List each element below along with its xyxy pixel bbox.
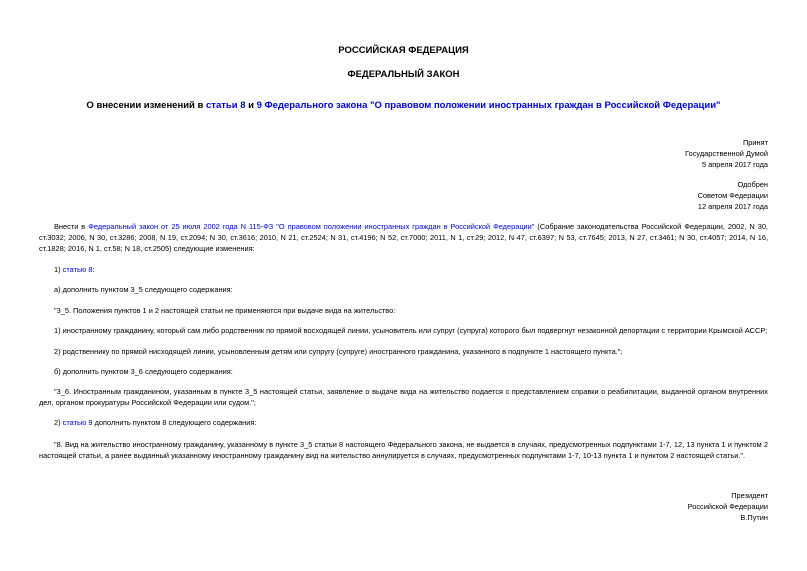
item-2-link-article-9[interactable]: статью 9 [62,418,93,427]
title-prefix: О внесении изменений в [86,100,207,111]
approved-body: Советом Федерации [697,190,768,200]
title-link-article-8[interactable]: статьи 8 [206,100,246,111]
signature-title: Президент [731,491,768,500]
subitem-a: а) дополнить пунктом 3_5 следующего содержания: [54,285,233,294]
approved-label: Одобрен [737,180,768,189]
item-2-number: 2) [54,418,63,427]
item-2 [39,418,768,429]
clause-3-5-1: 1) иностранному гражданину, который сам либо родственник по прямой восходящей линии, усыновитель или супруг (супруга) которого был подвергнут незаконной депортации с территории Крымской АССР; [54,326,768,335]
clause-3-6: "3_6. Иностранным гражданином, указанным в пункте 3_5 настоящей статьи, заявление о выдаче вида на жительство подается с представлением справки о реабилитации, выданной органом внутренних дел, органом прокуратуры Российской Федерации или судом."; [39,387,768,407]
law-type-heading: ФЕДЕРАЛЬНЫЙ ЗАКОН [347,69,460,80]
item-2-suffix: дополнить пунктом 8 следующего содержания: [92,418,257,427]
title-middle: и [245,100,257,111]
item-1-suffix: : [92,265,95,274]
accepted-block [685,138,768,170]
intro-suffix: (Собрание законодательства Российской Федерации, 2002, N 30, ст.3032; 2006, N 30, ст.3286; 2008, N 19, ст.2094; N 30, ст.3616; 2010, N 21, ст.2524; N 31, ст.4196; N 52, ст.7000; 2011, N 1, ст.29; 2012, N 47, ст.6397; N 53, ст.7645; 2013, N 27, ст.3461; N 30, ст.4057; 2014, N 16, ст.1828; 2016, N 1, ст.58; N 18, ст.2505) следующие изменения: [39,222,768,253]
intro-law-link[interactable]: Федеральный закон от 25 июля 2002 года N 115-ФЗ "О правовом положении иностранных граждан в Российской Федерации" [88,222,535,231]
item-1 [39,265,768,276]
clause-8: "8. Вид на жительство иностранному гражданину, указанному в пункте 3_5 статьи 8 настоящего Федерального закона, не выдается в случаях, предусмотренных подпунктами 1-7, 12, 13 пункта 1 и пунктом 2 настоящей статьи, а ранее выданный указанному иностранному гражданину вид на жительство аннулируется в случаях, предусмотренных подпунктами 1-7, 10-13 пункта 1 и пунктом 2 настоящей статьи.". [39,440,768,460]
signature-org: Российской Федерации [687,501,768,511]
clause-3-5-2: 2) родственнику по прямой нисходящей линии, усыновленным детям или супругу (супруге) иностранного гражданина, указанного в подпункте 1 настоящего пункта."; [54,347,623,356]
country-heading: РОССИЙСКАЯ ФЕДЕРАЦИЯ [338,45,469,56]
accepted-date: 5 апреля 2017 года [701,159,768,169]
approved-block [698,180,768,212]
intro-paragraph [39,222,768,254]
law-title [0,100,807,111]
intro-prefix: Внести в [54,222,89,231]
signature-name: В.Путин [740,512,768,522]
clause-3-5: "3_5. Положения пунктов 1 и 2 настоящей статьи не применяются при выдаче вида на жительство: [54,306,396,315]
signature-block [688,491,768,523]
accepted-body: Государственной Думой [685,148,768,158]
item-1-link-article-8[interactable]: статью 8 [62,265,93,274]
approved-date: 12 апреля 2017 года [697,201,768,211]
title-link-article-9-law[interactable]: 9 Федерального закона "О правовом положении иностранных граждан в Российской Федерации" [256,100,721,111]
accepted-label: Принят [742,138,768,147]
subitem-b: б) дополнить пунктом 3_6 следующего содержания: [54,367,233,376]
item-1-number: 1) [54,265,63,274]
